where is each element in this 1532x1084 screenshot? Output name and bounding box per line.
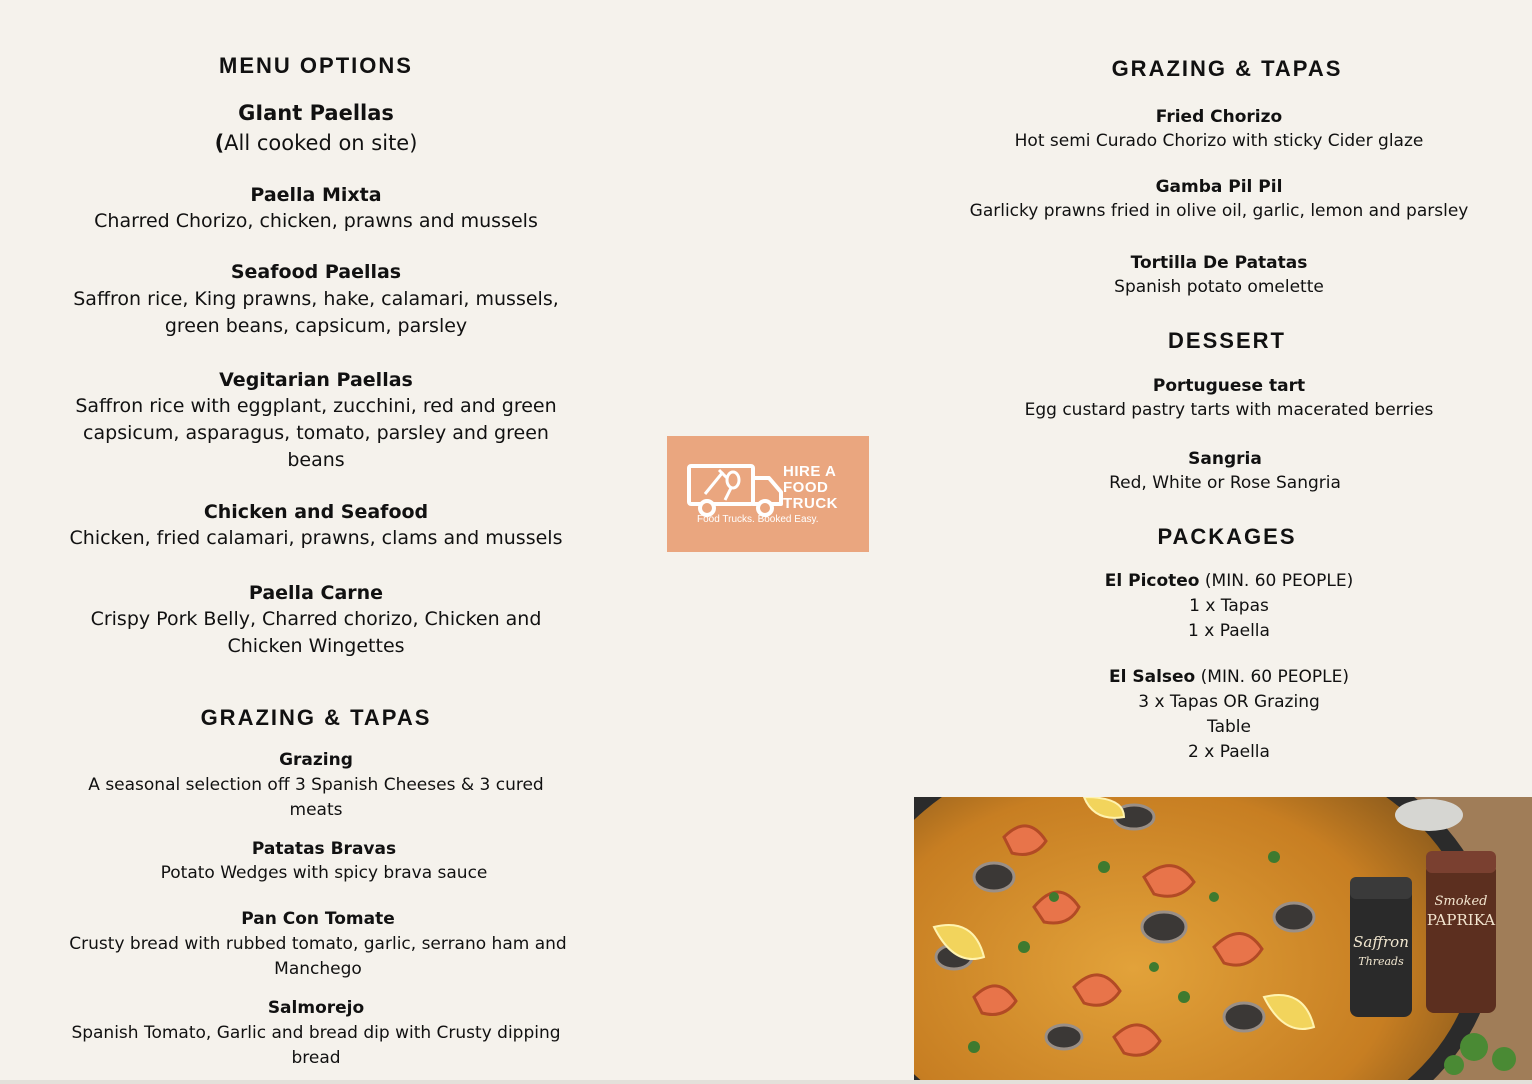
chicken-seafood-name: Chicken and Seafood bbox=[203, 501, 429, 523]
paprika-label: PAPRIKA bbox=[1426, 911, 1496, 929]
paella-carne-name: Paella Carne bbox=[248, 582, 384, 604]
desc-line: beans bbox=[287, 449, 345, 471]
desc-line: Potato Wedges with spicy brava sauce bbox=[160, 863, 488, 883]
logo-brand bbox=[783, 464, 838, 512]
patatas-bravas-desc bbox=[48, 861, 600, 886]
saffron-label: Saffron bbox=[1353, 933, 1409, 951]
food-truck-icon bbox=[687, 460, 787, 520]
sangria-name: Sangria bbox=[1188, 449, 1262, 469]
paella-mixta-name: Paella Mixta bbox=[250, 184, 382, 206]
smoked-label: Smoked bbox=[1434, 894, 1488, 909]
brand-line: HIRE A bbox=[783, 463, 837, 480]
fried-chorizo-desc: Hot semi Curado Chorizo with sticky Cider glaze bbox=[1014, 131, 1424, 151]
paella-mixta-desc bbox=[40, 208, 592, 235]
desc-line: Crusty bread with rubbed tomato, garlic, serrano ham and bbox=[69, 934, 567, 954]
vegitarian-paellas-desc bbox=[40, 393, 592, 474]
subtitle-paren: ( bbox=[214, 131, 225, 155]
gamba-pil-pil-desc: Garlicky prawns fried in olive oil, garlic, lemon and parsley bbox=[969, 201, 1469, 221]
logo-tagline: Food Trucks. Booked Easy. bbox=[697, 514, 819, 525]
saffron-jar bbox=[1350, 877, 1412, 1017]
threads-label: Threads bbox=[1358, 955, 1404, 968]
package-name: El Salseo bbox=[1109, 667, 1196, 687]
package-line: 2 x Paella bbox=[1188, 742, 1270, 762]
pan-con-tomate-desc bbox=[42, 932, 594, 982]
package-line: 3 x Tapas OR Grazing bbox=[1138, 692, 1320, 712]
desc-line: A seasonal selection off 3 Spanish Cheeses & 3 cured bbox=[88, 775, 544, 795]
tortilla-desc: Spanish potato omelette bbox=[1114, 277, 1324, 297]
desc-line: capsicum, asparagus, tomato, parsley and green bbox=[83, 422, 549, 444]
tortilla-name: Tortilla De Patatas bbox=[1130, 253, 1308, 273]
pan-con-tomate-name: Pan Con Tomate bbox=[241, 909, 395, 929]
package-el-picoteo bbox=[940, 569, 1518, 644]
grazing-desc bbox=[40, 773, 592, 823]
desc-line: Manchego bbox=[274, 959, 362, 979]
desc-line: Crispy Pork Belly, Charred chorizo, Chicken and bbox=[90, 608, 542, 630]
patatas-bravas-name: Patatas Bravas bbox=[251, 839, 397, 859]
chicken-seafood-desc bbox=[40, 525, 592, 552]
package-line: 1 x Paella bbox=[1188, 621, 1270, 641]
salmorejo-name: Salmorejo bbox=[267, 998, 365, 1018]
hire-a-food-truck-logo bbox=[667, 436, 869, 552]
giant-paellas-title: GIant Paellas bbox=[238, 101, 394, 125]
desc-line: Saffron rice with eggplant, zucchini, red and green bbox=[75, 395, 557, 417]
portuguese-tart-desc: Egg custard pastry tarts with macerated berries bbox=[1024, 400, 1434, 420]
vegitarian-paellas-name: Vegitarian Paellas bbox=[219, 369, 413, 391]
package-title bbox=[940, 569, 1518, 594]
paella-photo bbox=[914, 797, 1532, 1080]
paella-carne-desc bbox=[40, 606, 592, 660]
package-note: (MIN. 60 PEOPLE) bbox=[1195, 667, 1349, 687]
seafood-paellas-desc bbox=[40, 286, 592, 340]
desc-line: Saffron rice, King prawns, hake, calamari, mussels, bbox=[73, 288, 559, 310]
sangria-desc: Red, White or Rose Sangria bbox=[1109, 473, 1341, 493]
package-name: El Picoteo bbox=[1104, 571, 1200, 591]
package-line: Table bbox=[1207, 717, 1251, 737]
brand-line: TRUCK bbox=[783, 495, 838, 512]
left-tapas-heading: GRAZING & TAPAS bbox=[200, 705, 432, 730]
desc-line: Spanish Tomato, Garlic and bread dip with Crusty dipping bbox=[71, 1023, 561, 1043]
grazing-name: Grazing bbox=[279, 750, 353, 770]
package-el-salseo bbox=[940, 665, 1518, 765]
subtitle-text: All cooked on site) bbox=[224, 131, 418, 155]
bottom-edge bbox=[0, 1080, 1532, 1084]
giant-paellas-subtitle bbox=[40, 131, 592, 155]
paella-pan-image bbox=[914, 797, 1532, 1080]
brand-line: FOOD bbox=[783, 479, 829, 496]
right-tapas-heading: GRAZING & TAPAS bbox=[1111, 56, 1343, 81]
fried-chorizo-name: Fried Chorizo bbox=[1155, 107, 1283, 127]
desc-line: Charred Chorizo, chicken, prawns and mussels bbox=[94, 210, 538, 232]
desc-line: Chicken Wingettes bbox=[227, 635, 405, 657]
menu-options-heading: MENU OPTIONS bbox=[219, 53, 413, 78]
dessert-heading: DESSERT bbox=[1168, 328, 1286, 353]
packages-heading: PACKAGES bbox=[1157, 524, 1297, 549]
package-note: (MIN. 60 PEOPLE) bbox=[1199, 571, 1354, 591]
portuguese-tart-name: Portuguese tart bbox=[1152, 376, 1306, 396]
gamba-pil-pil-name: Gamba Pil Pil bbox=[1155, 177, 1283, 197]
seafood-paellas-name: Seafood Paellas bbox=[230, 261, 402, 283]
package-line: 1 x Tapas bbox=[1189, 596, 1269, 616]
desc-line: Chicken, fried calamari, prawns, clams and mussels bbox=[69, 527, 563, 549]
package-title bbox=[940, 665, 1518, 690]
salmorejo-desc bbox=[40, 1021, 592, 1071]
desc-line: green beans, capsicum, parsley bbox=[164, 315, 468, 337]
desc-line: meats bbox=[289, 800, 343, 820]
paprika-jar bbox=[1426, 851, 1496, 1013]
desc-line: bread bbox=[291, 1048, 341, 1068]
